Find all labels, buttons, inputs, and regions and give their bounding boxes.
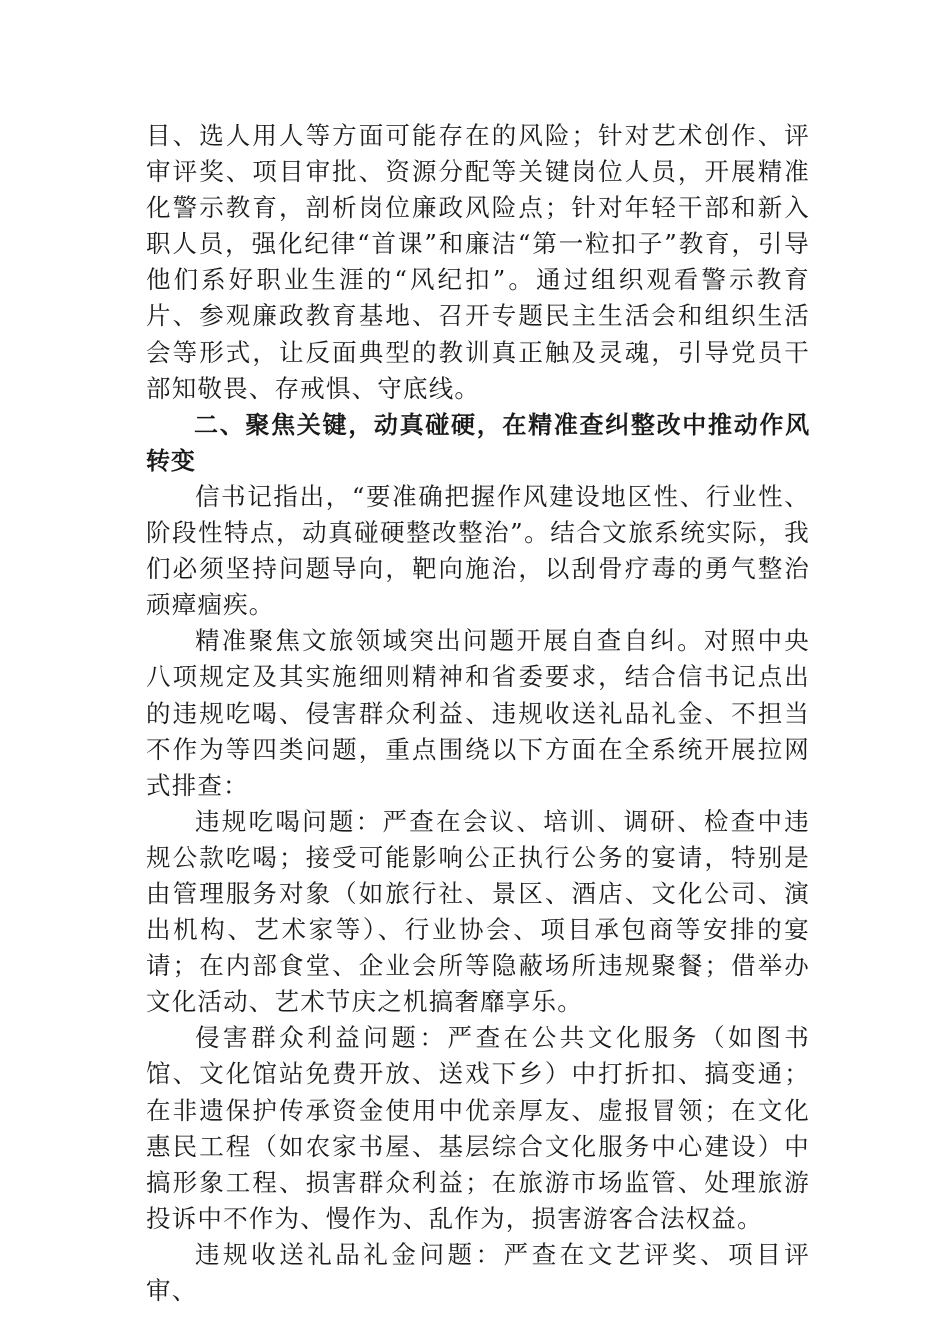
section-heading: 二、聚焦关键，动真碰硬，在精准查纠整改中推动作风转变 [146, 410, 810, 475]
body-paragraph-continuation: 目、选人用人等方面可能存在的风险；针对艺术创作、评审评奖、项目审批、资源分配等关键岗位人员，开展精准化警示教育，剖析岗位廉政风险点；针对年轻干部和新入职人员，强化纪律“首课”和廉洁“第一粒扣子”教育，引导他们系好职业生涯的“风纪扣”。通过组织观看警示教育片、参观廉政教育基地、召开专题民主生活会和组织生活会等形式，让反面典型的教训真正触及灵魂，引导党员干部知敬畏、存戒惧、守底线。 [146, 121, 810, 403]
body-paragraph: 信书记指出，“要准确把握作风建设地区性、行业性、阶段性特点，动真碰硬整改整治”。结合文旅系统实际，我们必须坚持问题导向，靶向施治，以刮骨疗毒的勇气整治顽瘴痼疾。 [146, 481, 810, 620]
body-paragraph: 违规收送礼品礼金问题：严查在文艺评奖、项目评审、 [146, 1239, 810, 1305]
body-paragraph: 侵害群众利益问题：严查在公共文化服务（如图书馆、文化馆站免费开放、送戏下乡）中打折扣、搞变通；在非遗保护传承资金使用中优亲厚友、虚报冒领；在文化惠民工程（如农家书屋、基层综合文化服务中心建设）中搞形象工程、损害群众利益；在旅游市场监管、处理旅游投诉中不作为、慢作为、乱作为，损害游客合法权益。 [146, 1023, 810, 1233]
body-paragraph: 精准聚焦文旅领域突出问题开展自查自纠。对照中央八项规定及其实施细则精神和省委要求，结合信书记点出的违规吃喝、侵害群众利益、违规收送礼品礼金、不担当不作为等四类问题，重点围绕以下方面在全系统开展拉网式排查： [146, 626, 810, 800]
document-page [146, 118, 810, 1309]
body-paragraph: 违规吃喝问题：严查在会议、培训、调研、检查中违规公款吃喝；接受可能影响公正执行公务的宴请，特别是由管理服务对象（如旅行社、景区、酒店、文化公司、演出机构、艺术家等）、行业协会、项目承包商等安排的宴请；在内部食堂、企业会所等隐蔽场所违规聚餐；借举办文化活动、艺术节庆之机搞奢靡享乐。 [146, 806, 810, 1017]
